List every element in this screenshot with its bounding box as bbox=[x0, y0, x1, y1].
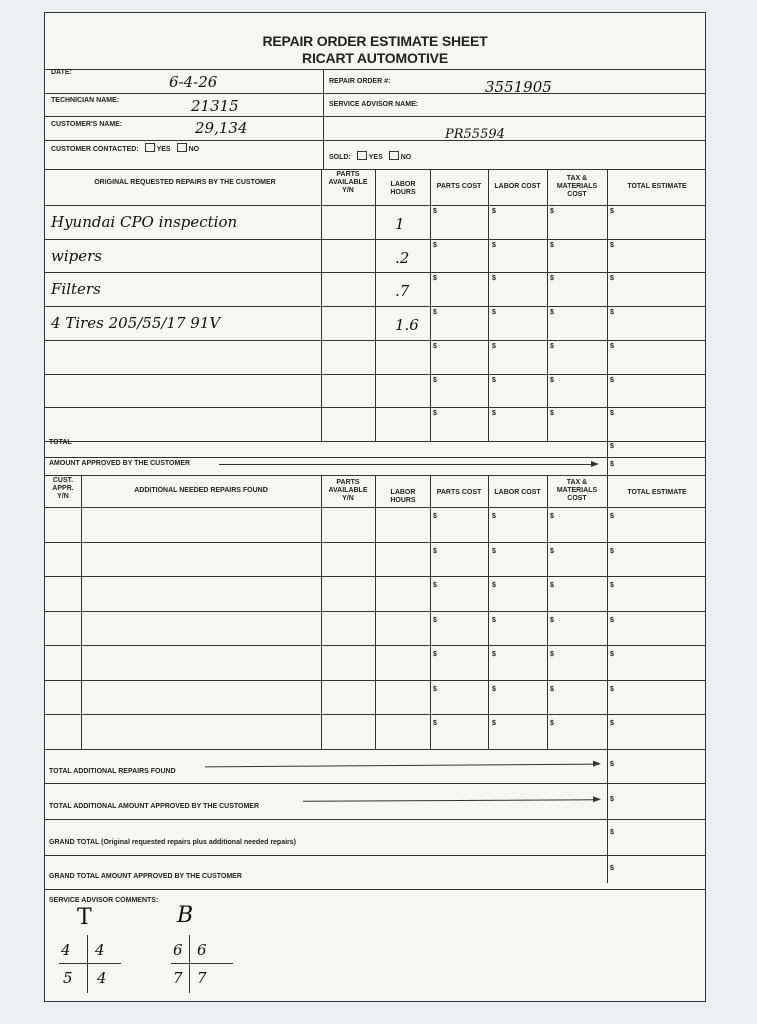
original-row-description[interactable]: Filters bbox=[51, 280, 101, 299]
additional-row-parts-cost[interactable]: $ bbox=[433, 513, 437, 520]
original-desc-header: ORIGINAL REQUESTED REPAIRS BY THE CUSTOMER bbox=[94, 179, 276, 186]
original-row-labor-cost[interactable]: $ bbox=[492, 275, 496, 283]
grand-total-label: GRAND TOTAL (Original requested repairs plus additional needed repairs) bbox=[49, 839, 296, 846]
additional-row-labor-cost[interactable]: $ bbox=[492, 513, 496, 520]
sold-no-label: NO bbox=[400, 154, 412, 161]
additional-row-labor-cost[interactable]: $ bbox=[492, 685, 496, 693]
original-row-description[interactable]: Hyundai CPO inspection bbox=[51, 213, 238, 231]
additional-row-total-estimate[interactable]: $ bbox=[610, 616, 614, 624]
repair-order-sheet bbox=[44, 12, 706, 1002]
additional-row-tax-cost[interactable]: $ bbox=[550, 720, 554, 728]
original-row-parts-cost[interactable]: $ bbox=[433, 241, 437, 249]
contacted-yes-checkbox[interactable] bbox=[145, 143, 155, 152]
form-title: REPAIR ORDER ESTIMATE SHEET bbox=[262, 33, 488, 49]
comment-right-cell-3: 7 bbox=[173, 969, 183, 987]
sold-label: SOLD: YES NO bbox=[329, 151, 411, 161]
original-row-tax-cost[interactable]: $ bbox=[550, 275, 554, 283]
additional-row-parts-cost[interactable]: $ bbox=[433, 720, 437, 728]
original-row-parts-cost[interactable]: $ bbox=[433, 376, 437, 384]
additional-parts-available-header: PARTS AVAILABLE Y/N bbox=[328, 479, 368, 502]
total-additional-approved-label: TOTAL ADDITIONAL AMOUNT APPROVED BY THE CUSTOMER bbox=[49, 803, 260, 810]
additional-row-total-estimate[interactable]: $ bbox=[610, 547, 614, 555]
additional-tax-header: TAX & MATERIALS COST bbox=[556, 479, 598, 502]
amount-approved-arrow bbox=[219, 464, 597, 465]
original-labor-cost-header: LABOR COST bbox=[494, 183, 541, 190]
original-row-tax-cost[interactable]: $ bbox=[550, 208, 554, 215]
total-additional-approved-dollar: $ bbox=[610, 796, 614, 803]
original-row-total-estimate[interactable]: $ bbox=[610, 376, 614, 384]
amount-approved-dollar: $ bbox=[610, 461, 614, 468]
comment-left-cell-1: 4 bbox=[61, 941, 71, 959]
additional-row-parts-cost[interactable]: $ bbox=[433, 685, 437, 693]
original-row-total-estimate[interactable]: $ bbox=[610, 208, 614, 215]
date-label: DATE: bbox=[51, 69, 72, 76]
original-tax-header: TAX & MATERIALS COST bbox=[556, 175, 598, 198]
original-row-total-estimate[interactable]: $ bbox=[610, 275, 614, 283]
original-row-labor-hours[interactable]: .7 bbox=[395, 282, 410, 301]
additional-row-total-estimate[interactable]: $ bbox=[610, 651, 614, 659]
original-row-labor-cost[interactable]: $ bbox=[492, 410, 496, 418]
contacted-no-checkbox[interactable] bbox=[177, 143, 187, 152]
grand-total-approved-dollar: $ bbox=[610, 865, 614, 872]
sold-no-checkbox[interactable] bbox=[389, 151, 399, 160]
service-advisor-comments-label: SERVICE ADVISOR COMMENTS: bbox=[49, 897, 159, 904]
repair-order-label: REPAIR ORDER #: bbox=[329, 78, 391, 85]
original-row-parts-cost[interactable]: $ bbox=[433, 208, 437, 215]
original-row-description[interactable]: wipers bbox=[51, 246, 102, 265]
comment-right-cell-2: 6 bbox=[197, 941, 207, 959]
original-row-parts-cost[interactable]: $ bbox=[433, 275, 437, 283]
original-total-dollar: $ bbox=[610, 443, 614, 450]
customer-name-value[interactable]: 29,134 bbox=[195, 119, 248, 137]
original-row-labor-cost[interactable]: $ bbox=[492, 342, 496, 350]
original-row-labor-hours[interactable]: 1 bbox=[395, 215, 405, 233]
additional-row-labor-cost[interactable]: $ bbox=[492, 616, 496, 624]
original-row-description[interactable]: 4 Tires 205/55/17 91V bbox=[51, 314, 221, 333]
total-additional-label: TOTAL ADDITIONAL REPAIRS FOUND bbox=[49, 768, 176, 775]
technician-value[interactable]: 21315 bbox=[191, 97, 239, 115]
additional-labor-hours-header: LABOR HOURS bbox=[390, 489, 416, 504]
additional-row-total-estimate[interactable]: $ bbox=[610, 513, 614, 520]
original-row-labor-cost[interactable]: $ bbox=[492, 241, 496, 249]
original-row-parts-cost[interactable]: $ bbox=[433, 410, 437, 418]
original-labor-hours-header: LABOR HOURS bbox=[390, 181, 416, 196]
comment-right-cell-4: 7 bbox=[197, 969, 207, 987]
original-row-total-estimate[interactable]: $ bbox=[610, 309, 614, 317]
customer-name-label: CUSTOMER'S NAME: bbox=[51, 121, 123, 128]
original-row-total-estimate[interactable]: $ bbox=[610, 342, 614, 350]
amount-approved-label: AMOUNT APPROVED BY THE CUSTOMER bbox=[49, 460, 191, 467]
original-row-labor-hours[interactable]: .2 bbox=[395, 248, 410, 267]
contacted-no-label: NO bbox=[188, 146, 200, 153]
original-row-total-estimate[interactable]: $ bbox=[610, 241, 614, 249]
original-row-labor-cost[interactable]: $ bbox=[492, 376, 496, 384]
grand-total-dollar: $ bbox=[610, 829, 614, 836]
additional-row-tax-cost[interactable]: $ bbox=[550, 582, 554, 590]
additional-row-labor-cost[interactable]: $ bbox=[492, 547, 496, 555]
additional-row-tax-cost[interactable]: $ bbox=[550, 651, 554, 659]
additional-row-labor-cost[interactable]: $ bbox=[492, 651, 496, 659]
additional-row-tax-cost[interactable]: $ bbox=[550, 513, 554, 520]
service-advisor-label: SERVICE ADVISOR NAME: bbox=[329, 101, 419, 108]
additional-row-tax-cost[interactable]: $ bbox=[550, 685, 554, 693]
additional-row-labor-cost[interactable]: $ bbox=[492, 720, 496, 728]
additional-row-total-estimate[interactable]: $ bbox=[610, 720, 614, 728]
original-total-label: TOTAL bbox=[49, 439, 72, 446]
original-row-parts-cost[interactable]: $ bbox=[433, 309, 437, 317]
original-row-tax-cost[interactable]: $ bbox=[550, 376, 554, 384]
comment-right-cell-1: 6 bbox=[173, 941, 183, 959]
original-parts-available-header: PARTS AVAILABLE Y/N bbox=[328, 171, 368, 194]
customer-extra-value[interactable]: PR55594 bbox=[445, 127, 505, 142]
grand-total-approved-label: GRAND TOTAL AMOUNT APPROVED BY THE CUSTOMER bbox=[49, 873, 242, 880]
additional-parts-cost-header: PARTS COST bbox=[436, 489, 482, 496]
additional-desc-header: ADDITIONAL NEEDED REPAIRS FOUND bbox=[134, 487, 268, 494]
additional-labor-cost-header: LABOR COST bbox=[494, 489, 541, 496]
customer-contacted-label: CUSTOMER CONTACTED: YES NO bbox=[51, 143, 199, 153]
original-row-labor-cost[interactable]: $ bbox=[492, 309, 496, 317]
original-row-total-estimate[interactable]: $ bbox=[610, 410, 614, 418]
company-name: RICART AUTOMOTIVE bbox=[302, 50, 448, 66]
date-value[interactable]: 6-4-26 bbox=[169, 73, 218, 91]
total-additional-dollar: $ bbox=[610, 761, 614, 768]
additional-row-parts-cost[interactable]: $ bbox=[433, 651, 437, 659]
additional-row-total-estimate[interactable]: $ bbox=[610, 685, 614, 693]
contacted-yes-label: YES bbox=[156, 146, 171, 153]
additional-row-total-estimate[interactable]: $ bbox=[610, 582, 614, 590]
additional-row-tax-cost[interactable]: $ bbox=[550, 547, 554, 555]
comment-letter-left: T bbox=[77, 905, 92, 930]
comment-letter-right: B bbox=[177, 903, 194, 928]
original-row-labor-cost[interactable]: $ bbox=[492, 208, 496, 215]
additional-row-labor-cost[interactable]: $ bbox=[492, 582, 496, 590]
additional-row-tax-cost[interactable]: $ bbox=[550, 616, 554, 624]
repair-order-value[interactable]: 3551905 bbox=[485, 78, 552, 96]
comment-left-cell-2: 4 bbox=[95, 941, 105, 959]
original-parts-cost-header: PARTS COST bbox=[436, 183, 482, 190]
comment-left-cell-4: 4 bbox=[97, 969, 107, 987]
original-total-header: TOTAL ESTIMATE bbox=[627, 183, 687, 190]
original-row-tax-cost[interactable]: $ bbox=[550, 309, 554, 317]
additional-row-parts-cost[interactable]: $ bbox=[433, 547, 437, 555]
sold-yes-label: YES bbox=[368, 154, 383, 161]
additional-total-header: TOTAL ESTIMATE bbox=[627, 489, 687, 496]
technician-label: TECHNICIAN NAME: bbox=[51, 97, 120, 104]
original-row-tax-cost[interactable]: $ bbox=[550, 241, 554, 249]
total-additional-approved-arrow bbox=[303, 799, 599, 802]
original-row-parts-cost[interactable]: $ bbox=[433, 342, 437, 350]
sold-yes-checkbox[interactable] bbox=[357, 151, 367, 160]
additional-row-parts-cost[interactable]: $ bbox=[433, 582, 437, 590]
original-row-tax-cost[interactable]: $ bbox=[550, 342, 554, 350]
additional-cust-appr-header: CUST. APPR. Y/N bbox=[52, 477, 74, 500]
original-row-tax-cost[interactable]: $ bbox=[550, 410, 554, 418]
total-additional-arrow bbox=[205, 764, 599, 768]
comment-left-cell-3: 5 bbox=[63, 969, 73, 987]
original-row-labor-hours[interactable]: 1.6 bbox=[395, 316, 419, 335]
additional-row-parts-cost[interactable]: $ bbox=[433, 616, 437, 624]
